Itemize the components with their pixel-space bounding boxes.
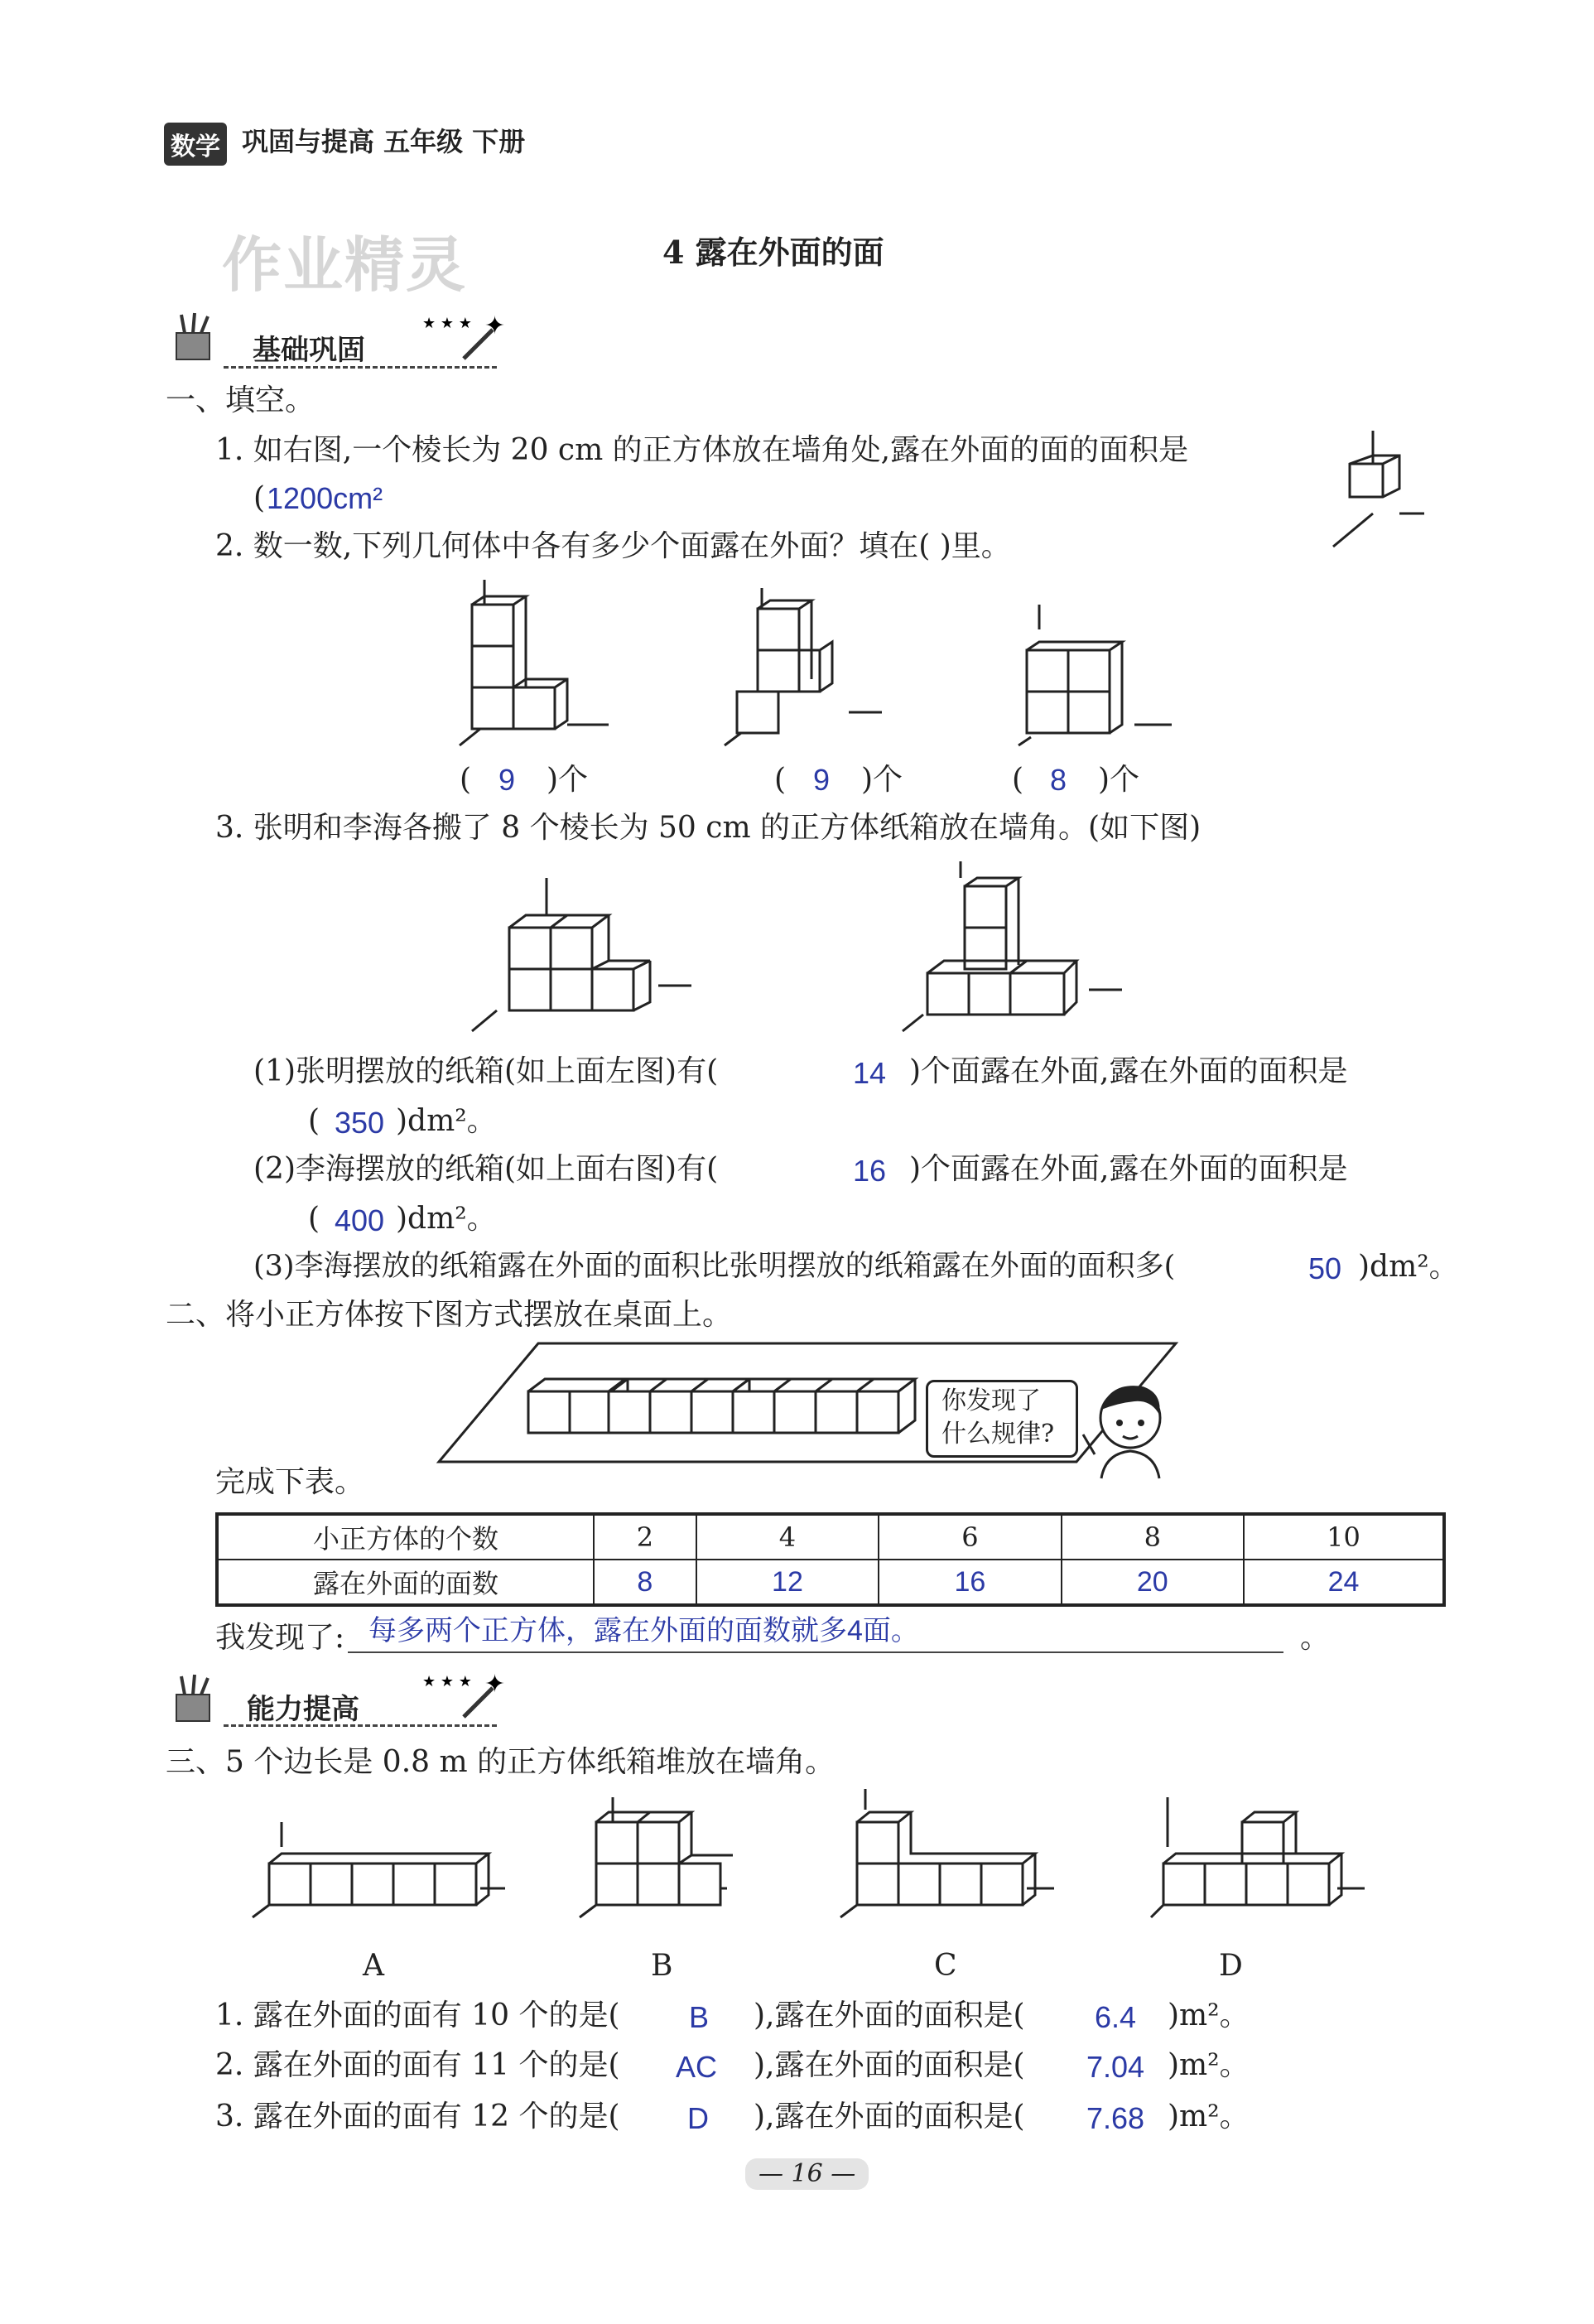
p3-q3-text: 3. 露在外面的面有 12 个的是( [215, 2100, 620, 2134]
figure-a [253, 1822, 509, 1921]
q3-2-mid-text: )个面露在外面,露在外面的面积是 [909, 1152, 1348, 1186]
q3-2-text: (2)李海摆放的纸箱(如上面右图)有( [253, 1152, 719, 1186]
found-label: 我发现了: [215, 1621, 345, 1655]
table-header-count: 小正方体的个数 [217, 1514, 594, 1560]
table-row [217, 1560, 1444, 1605]
q3-2-area-answer: 400 [335, 1203, 385, 1237]
cube-faces-table [215, 1512, 1446, 1607]
p3-q1-mid: ),露在外面的面积是( [754, 1999, 1025, 2032]
table-answer-cell: 16 [879, 1560, 1061, 1605]
q2-paren-3-open: ( [1012, 763, 1024, 797]
table-cell: 2 [594, 1514, 696, 1560]
svg-text:✦: ✦ [484, 1670, 506, 1699]
page-number: — 16 — [745, 2158, 869, 2190]
section-ability-underline [224, 1724, 497, 1727]
table-answer-cell: 20 [1062, 1560, 1244, 1605]
figure-c [840, 1789, 1056, 1921]
q2-paren-1-open: ( [460, 763, 472, 797]
table-answer-cell: 8 [594, 1560, 696, 1605]
q1-text: 1. 如右图,一个棱长为 20 cm 的正方体放在墙角处,露在外面的面的面积是 [215, 433, 1189, 467]
q2-paren-2-close: )个 [861, 763, 903, 797]
book-title: 巩固与提高 五年级 下册 [242, 126, 526, 157]
section-ability-title: 能力提高 [247, 1693, 359, 1726]
p3-q2-letter: AC [676, 2050, 718, 2084]
q3-1-text: (1)张明摆放的纸箱(如上面左图)有( [253, 1054, 719, 1088]
q3-1-area-answer: 350 [335, 1106, 385, 1140]
subject-badge: 数学 [164, 123, 227, 166]
q3-2-area-open: ( [308, 1202, 320, 1236]
q2-figure-2 [720, 588, 886, 754]
speech-bubble [926, 1380, 1078, 1458]
q3-2-faces-answer: 16 [853, 1154, 887, 1188]
p3-q1-letter: B [689, 2000, 710, 2034]
p3-q1-area: 6.4 [1095, 2000, 1137, 2034]
q3-3-unit: )dm²。 [1358, 1250, 1459, 1284]
q1-cube-figure [1325, 431, 1424, 547]
table-cell: 6 [879, 1514, 1061, 1560]
q2-answer-2: 9 [813, 763, 831, 797]
table-cell: 4 [696, 1514, 879, 1560]
boy-avatar-icon [1076, 1375, 1184, 1483]
p3-q1-text: 1. 露在外面的面有 10 个的是( [215, 1999, 620, 2032]
q3-2-unit: )dm²。 [396, 1202, 497, 1236]
p3-q3-letter: D [687, 2101, 709, 2135]
p3-q3-mid: ),露在外面的面积是( [754, 2100, 1025, 2134]
figure-d [1151, 1797, 1366, 1921]
part1-heading: 一、填空。 [166, 383, 315, 417]
figure-b [580, 1797, 729, 1921]
found-end: 。 [1300, 1621, 1331, 1655]
table-cell: 8 [1062, 1514, 1244, 1560]
table-row [217, 1514, 1444, 1560]
table-header-faces: 露在外面的面数 [217, 1560, 594, 1605]
found-answer: 每多两个正方体，露在外面的面数就多4面。 [368, 1615, 919, 1647]
table-answer-cell: 24 [1244, 1560, 1444, 1605]
pencil-cup-icon [170, 1675, 219, 1724]
bubble-line-2: 什么规律? [941, 1420, 1055, 1449]
q3-1-faces-answer: 14 [853, 1056, 887, 1090]
q2-paren-1-close: )个 [547, 763, 589, 797]
table-cell: 10 [1244, 1514, 1444, 1560]
q2-paren-2-open: ( [774, 763, 787, 797]
q2-text: 2. 数一数,下列几何体中各有多少个面露在外面？填在( )里。 [215, 529, 1011, 563]
p3-q2-unit: )m²。 [1168, 2048, 1250, 2082]
pencil-cup-icon [170, 313, 219, 363]
p3-q2-area: 7.04 [1086, 2050, 1145, 2084]
label-a: A [363, 1949, 384, 1983]
q2-paren-3-close: )个 [1098, 763, 1140, 797]
q3-1-unit: )dm²。 [396, 1104, 497, 1138]
lesson-title: 4 露在外面的面 [662, 234, 884, 271]
table-answer-cell: 12 [696, 1560, 879, 1605]
magic-wand-icon [397, 313, 505, 363]
svg-text:★ ★ ★: ★ ★ ★ [422, 315, 472, 332]
q2-figure-1 [447, 580, 613, 754]
svg-text:✦: ✦ [484, 311, 506, 340]
q2-answer-3: 8 [1050, 763, 1067, 797]
svg-text:★ ★ ★: ★ ★ ★ [422, 1673, 472, 1690]
q3-figure-left [472, 878, 696, 1035]
q3-figure-right [903, 861, 1126, 1035]
section-basic-underline [224, 366, 497, 369]
q3-3-answer: 50 [1308, 1251, 1342, 1285]
magic-wand-icon [397, 1671, 505, 1721]
q2-answer-1: 9 [498, 763, 516, 797]
q2-figure-3 [1014, 605, 1180, 754]
q3-3-text: (3)李海摆放的纸箱露在外面的面积比张明摆放的纸箱露在外面的面积多( [253, 1250, 1176, 1283]
label-d: D [1219, 1949, 1243, 1983]
found-answer-line [348, 1651, 1283, 1653]
q3-1-mid-text: )个面露在外面,露在外面的面积是 [909, 1054, 1348, 1088]
p3-q2-mid: ),露在外面的面积是( [754, 2048, 1025, 2082]
bubble-line-1: 你发现了 [941, 1386, 1041, 1415]
p3-q2-text: 2. 露在外面的面有 11 个的是( [215, 2048, 620, 2082]
label-b: B [651, 1949, 673, 1983]
p3-q3-unit: )m²。 [1168, 2100, 1250, 2134]
label-c: C [934, 1949, 957, 1983]
q3-1-area-open: ( [308, 1104, 320, 1138]
q1-answer: 1200cm² [267, 481, 383, 515]
p3-q3-area: 7.68 [1086, 2101, 1145, 2135]
p3-q1-unit: )m²。 [1168, 1999, 1250, 2032]
q1-open-paren: ( [253, 481, 266, 515]
complete-table-label: 完成下表。 [215, 1465, 365, 1499]
q3-text: 3. 张明和李海各搬了 8 个棱长为 50 cm 的正方体纸箱放在墙角。(如下图) [215, 811, 1202, 845]
watermark: 作业精灵 [222, 230, 468, 300]
section-basic-title: 基础巩固 [253, 334, 365, 367]
part2-heading: 二、将小正方体按下图方式摆放在桌面上。 [166, 1298, 733, 1332]
part3-heading: 三、5 个边长是 0.8 m 的正方体纸箱堆放在墙角。 [166, 1745, 836, 1779]
